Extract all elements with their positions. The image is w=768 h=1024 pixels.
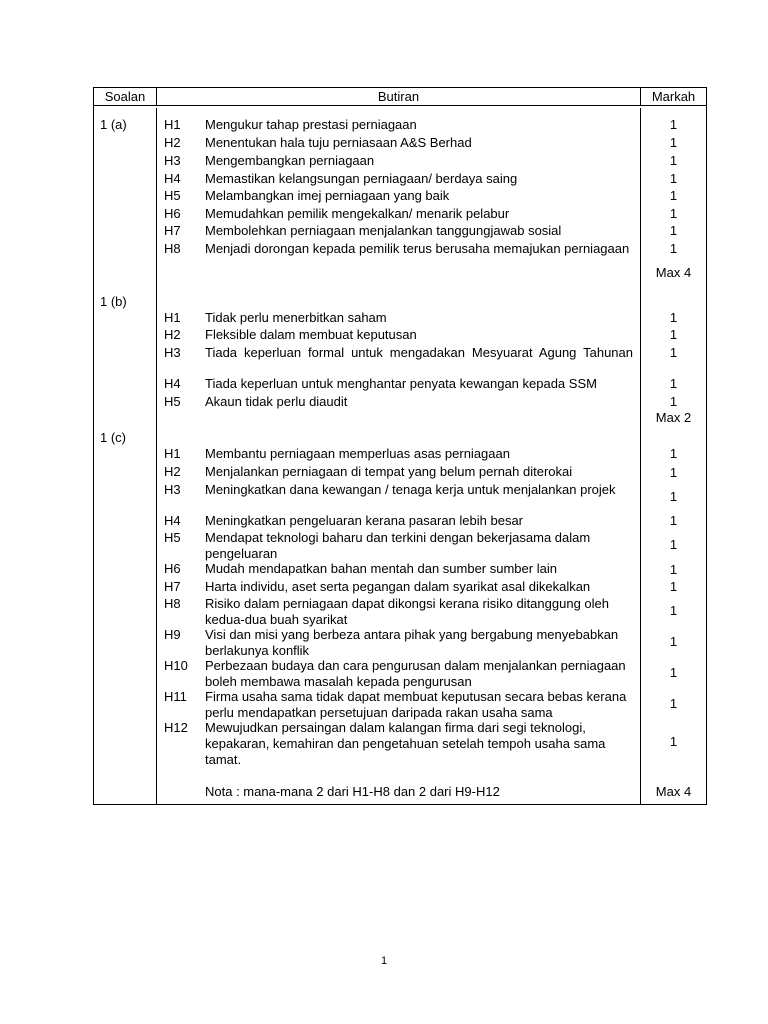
item-code: H12: [164, 720, 188, 735]
item-text: Mewujudkan persaingan dalam kalangan firma dari segi teknologi, kepakaran, kemahiran dan pengetahuan setelah tempoh usaha sama tamat.: [205, 720, 606, 767]
list-item: [164, 117, 633, 135]
item-text: Meningkatkan dana kewangan / tenaga kerja untuk menjalankan projek: [205, 482, 616, 497]
section-1a-marks: [641, 117, 706, 281]
list-item: [164, 223, 633, 241]
list-item: [164, 206, 633, 223]
list-item: [164, 561, 633, 579]
item-text: Menentukan hala tuju perniasaan A&S Berhad: [205, 135, 472, 150]
item-text: Mengukur tahap prestasi perniagaan: [205, 117, 417, 132]
mark-value: 1: [669, 188, 678, 203]
section-1b-marks: [641, 310, 706, 428]
list-item: [164, 482, 633, 513]
item-text: Tiada keperluan formal untuk mengadakan Mesyuarat Agung Tahunan: [205, 345, 633, 360]
mark-value: 1: [669, 734, 678, 749]
list-item: [164, 720, 633, 768]
mark-value: 1: [669, 394, 678, 409]
mark-value: 1: [669, 310, 678, 325]
mark-value: 1: [669, 489, 678, 504]
section-1a-items: [164, 117, 633, 273]
item-text: Visi dan misi yang berbeza antara pihak yang bergabung menyebabkan berlakunya konflik: [205, 627, 619, 658]
max-mark: Max 2: [655, 410, 692, 425]
item-text: Menjalankan perniagaan di tempat yang belum pernah diterokai: [205, 464, 573, 479]
item-code: H6: [164, 561, 181, 576]
list-item: [164, 658, 633, 689]
item-code: H5: [164, 188, 181, 203]
mark-value: 1: [669, 135, 678, 150]
item-text: Memastikan kelangsungan perniagaan/ berdaya saing: [205, 171, 518, 186]
item-code: H3: [164, 153, 181, 168]
header-soalan: Soalan: [94, 88, 157, 105]
marking-scheme-table: [93, 87, 707, 805]
item-code: H7: [164, 579, 181, 594]
list-item: [164, 241, 633, 273]
list-item: [164, 464, 633, 482]
mark-value: 1: [669, 696, 678, 711]
list-item: [164, 345, 633, 376]
mark-value: 1: [669, 206, 678, 221]
item-text: Memudahkan pemilik mengekalkan/ menarik pelabur: [205, 206, 510, 221]
item-text: Akaun tidak perlu diaudit: [205, 394, 348, 409]
item-text: Mengembangkan perniagaan: [205, 153, 375, 168]
mark-value: 1: [669, 376, 678, 391]
list-item: [164, 530, 633, 561]
item-code: H11: [164, 689, 187, 704]
item-text: Fleksible dalam membuat keputusan: [205, 327, 417, 342]
item-code: H6: [164, 206, 181, 221]
mark-value: 1: [669, 603, 678, 618]
item-code: H8: [164, 241, 181, 256]
list-item: [164, 153, 633, 171]
item-text: Firma usaha sama tidak dapat membuat keputusan secara bebas kerana perlu mendapatkan persetujuan daripada rakan usaha sama: [205, 689, 627, 720]
list-item: [164, 310, 633, 327]
item-text: Membolehkan perniagaan menjalankan tanggungjawab sosial: [205, 223, 562, 238]
mark-value: 1: [669, 465, 678, 480]
mark-value: 1: [669, 446, 678, 461]
section-note: Nota : mana-mana 2 dari H1-H8 dan 2 dari H9-H12: [205, 784, 500, 799]
item-code: H2: [164, 135, 181, 150]
mark-value: 1: [669, 537, 678, 552]
soalan-column: [94, 108, 157, 804]
section-label-1c: 1 (c): [100, 430, 126, 445]
list-item: [164, 376, 633, 394]
item-text: Risiko dalam perniagaan dapat dikongsi kerana risiko ditanggung oleh kedua-dua buah syarikat: [205, 596, 609, 627]
section-label-1a: 1 (a): [100, 117, 127, 132]
item-code: H7: [164, 223, 181, 238]
list-item: [164, 327, 633, 345]
page-number: 1: [380, 955, 388, 967]
mark-value: 1: [669, 153, 678, 168]
mark-value: 1: [669, 241, 678, 256]
item-code: H4: [164, 513, 181, 528]
item-text: Tidak perlu menerbitkan saham: [205, 310, 387, 325]
mark-value: 1: [669, 117, 678, 132]
item-text: Mudah mendapatkan bahan mentah dan sumber sumber lain: [205, 561, 557, 576]
mark-value: 1: [669, 634, 678, 649]
section-1c-marks: [641, 446, 706, 800]
item-code: H1: [164, 446, 181, 461]
list-item: [164, 171, 633, 188]
item-code: H1: [164, 310, 181, 325]
item-code: H5: [164, 530, 181, 545]
item-code: H2: [164, 464, 181, 479]
item-code: H9: [164, 627, 181, 642]
section-label-1b: 1 (b): [100, 294, 127, 309]
item-text: Membantu perniagaan memperluas asas perniagaan: [205, 446, 510, 461]
mark-value: 1: [669, 513, 678, 528]
list-item: [164, 135, 633, 153]
mark-value: 1: [669, 579, 678, 594]
list-item: [164, 596, 633, 627]
item-text: Melambangkan imej perniagaan yang baik: [205, 188, 450, 203]
item-code: H3: [164, 482, 181, 497]
section-1c-items: [164, 446, 633, 800]
item-code: H1: [164, 117, 181, 132]
mark-value: 1: [669, 665, 678, 680]
item-code: H2: [164, 327, 181, 342]
header-butiran: Butiran: [157, 88, 641, 105]
item-text: Mendapat teknologi baharu dan terkini dengan bekerjasama dalam pengeluaran: [205, 530, 591, 561]
list-item: [164, 513, 633, 530]
item-code: H4: [164, 376, 181, 391]
item-code: H10: [164, 658, 188, 673]
table-body: [94, 108, 706, 804]
butiran-column: [157, 108, 641, 804]
item-code: H3: [164, 345, 181, 360]
list-item: [164, 446, 633, 464]
mark-value: 1: [669, 562, 678, 577]
item-text: Meningkatkan pengeluaran kerana pasaran lebih besar: [205, 513, 523, 528]
max-mark: Max 4: [655, 784, 692, 799]
section-1b-items: [164, 310, 633, 412]
table-header: [94, 88, 706, 106]
max-mark: Max 4: [655, 265, 692, 280]
mark-value: 1: [669, 345, 678, 360]
mark-value: 1: [669, 327, 678, 342]
item-text: Menjadi dorongan kepada pemilik terus berusaha memajukan perniagaan: [205, 241, 630, 256]
item-code: H5: [164, 394, 181, 409]
list-item: [164, 188, 633, 206]
list-item: [164, 579, 633, 596]
mark-value: 1: [669, 223, 678, 238]
item-code: H8: [164, 596, 181, 611]
markah-column: [641, 108, 706, 804]
list-item: [164, 689, 633, 720]
list-item: [164, 627, 633, 658]
list-item: [164, 394, 633, 412]
note-line: [164, 784, 633, 800]
item-text: Tiada keperluan untuk menghantar penyata kewangan kepada SSM: [205, 376, 597, 391]
item-code: H4: [164, 171, 181, 186]
mark-value: 1: [669, 171, 678, 186]
item-text: Harta individu, aset serta pegangan dalam syarikat asal dikekalkan: [205, 579, 591, 594]
item-text: Perbezaan budaya dan cara pengurusan dalam menjalankan perniagaan boleh membawa masalah kepada pengurusan: [205, 658, 626, 689]
header-markah: Markah: [651, 89, 696, 104]
